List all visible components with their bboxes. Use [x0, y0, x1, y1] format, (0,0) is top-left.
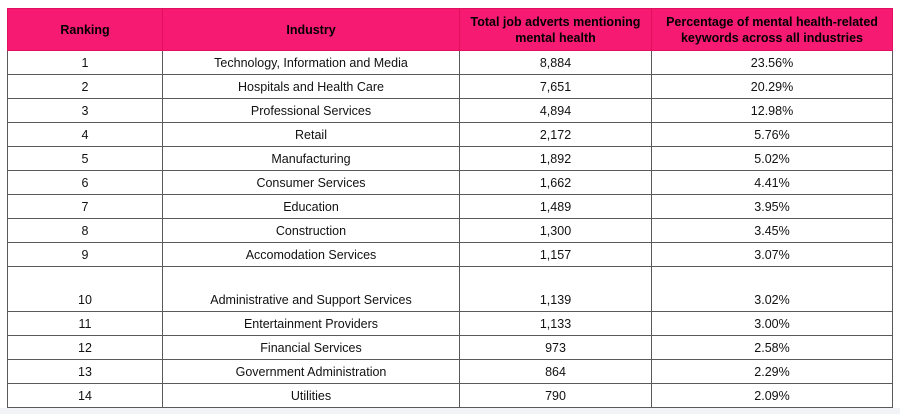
cell-percentage: 3.95% — [652, 195, 893, 219]
cell-total: 1,489 — [460, 195, 652, 219]
cell-total: 1,157 — [460, 243, 652, 267]
table-row — [8, 51, 893, 75]
cell-ranking: 6 — [8, 171, 163, 195]
cell-total: 1,892 — [460, 147, 652, 171]
cell-percentage: 3.07% — [652, 243, 893, 267]
cell-ranking: 12 — [8, 336, 163, 360]
cell-industry: Entertainment Providers — [163, 312, 460, 336]
cell-total: 4,894 — [460, 99, 652, 123]
cell-industry: Education — [163, 195, 460, 219]
cell-ranking: 14 — [8, 384, 163, 408]
cell-industry: Government Administration — [163, 360, 460, 384]
cell-industry: Manufacturing — [163, 147, 460, 171]
cell-ranking: 9 — [8, 243, 163, 267]
cell-percentage: 23.56% — [652, 51, 893, 75]
cell-total: 1,662 — [460, 171, 652, 195]
cell-industry: Professional Services — [163, 99, 460, 123]
table-row — [8, 195, 893, 219]
table-row — [8, 99, 893, 123]
table-row — [8, 243, 893, 267]
table-row — [8, 123, 893, 147]
cell-percentage: 5.02% — [652, 147, 893, 171]
cell-ranking: 5 — [8, 147, 163, 171]
cell-industry: Hospitals and Health Care — [163, 75, 460, 99]
table-row — [8, 267, 893, 312]
cell-ranking: 2 — [8, 75, 163, 99]
table-row — [8, 219, 893, 243]
cell-total: 8,884 — [460, 51, 652, 75]
cell-industry: Utilities — [163, 384, 460, 408]
table-row — [8, 171, 893, 195]
cell-ranking: 11 — [8, 312, 163, 336]
table-row — [8, 384, 893, 408]
header-industry: Industry — [163, 9, 460, 51]
cell-industry: Retail — [163, 123, 460, 147]
table-row — [8, 312, 893, 336]
cell-industry: Consumer Services — [163, 171, 460, 195]
cell-ranking: 10 — [8, 267, 163, 312]
table-row — [8, 336, 893, 360]
table-header-row — [8, 9, 893, 51]
cell-industry: Financial Services — [163, 336, 460, 360]
cell-total: 1,139 — [460, 267, 652, 312]
cell-ranking: 3 — [8, 99, 163, 123]
cell-industry: Administrative and Support Services — [163, 267, 460, 312]
table-row — [8, 360, 893, 384]
cell-ranking: 1 — [8, 51, 163, 75]
cell-percentage: 2.29% — [652, 360, 893, 384]
industry-ranking-table-container — [7, 8, 892, 408]
cell-total: 1,133 — [460, 312, 652, 336]
header-ranking: Ranking — [8, 9, 163, 51]
cell-percentage: 3.00% — [652, 312, 893, 336]
cell-industry: Construction — [163, 219, 460, 243]
cell-percentage: 4.41% — [652, 171, 893, 195]
header-percentage: Percentage of mental health-related keywords across all industries — [652, 9, 893, 51]
cell-percentage: 20.29% — [652, 75, 893, 99]
cell-ranking: 8 — [8, 219, 163, 243]
cell-total: 864 — [460, 360, 652, 384]
cell-percentage: 2.58% — [652, 336, 893, 360]
cell-ranking: 7 — [8, 195, 163, 219]
table-row — [8, 75, 893, 99]
table-row — [8, 147, 893, 171]
cell-total: 1,300 — [460, 219, 652, 243]
header-total-job-adverts: Total job adverts mentioning mental health — [460, 9, 652, 51]
cell-total: 2,172 — [460, 123, 652, 147]
cell-industry: Technology, Information and Media — [163, 51, 460, 75]
cell-percentage: 3.02% — [652, 267, 893, 312]
cell-total: 790 — [460, 384, 652, 408]
industry-ranking-table — [7, 8, 893, 408]
cell-percentage: 12.98% — [652, 99, 893, 123]
cell-percentage: 2.09% — [652, 384, 893, 408]
page-bottom-strip — [0, 408, 900, 414]
cell-percentage: 3.45% — [652, 219, 893, 243]
cell-total: 973 — [460, 336, 652, 360]
cell-industry: Accomodation Services — [163, 243, 460, 267]
cell-ranking: 4 — [8, 123, 163, 147]
cell-total: 7,651 — [460, 75, 652, 99]
cell-percentage: 5.76% — [652, 123, 893, 147]
cell-ranking: 13 — [8, 360, 163, 384]
